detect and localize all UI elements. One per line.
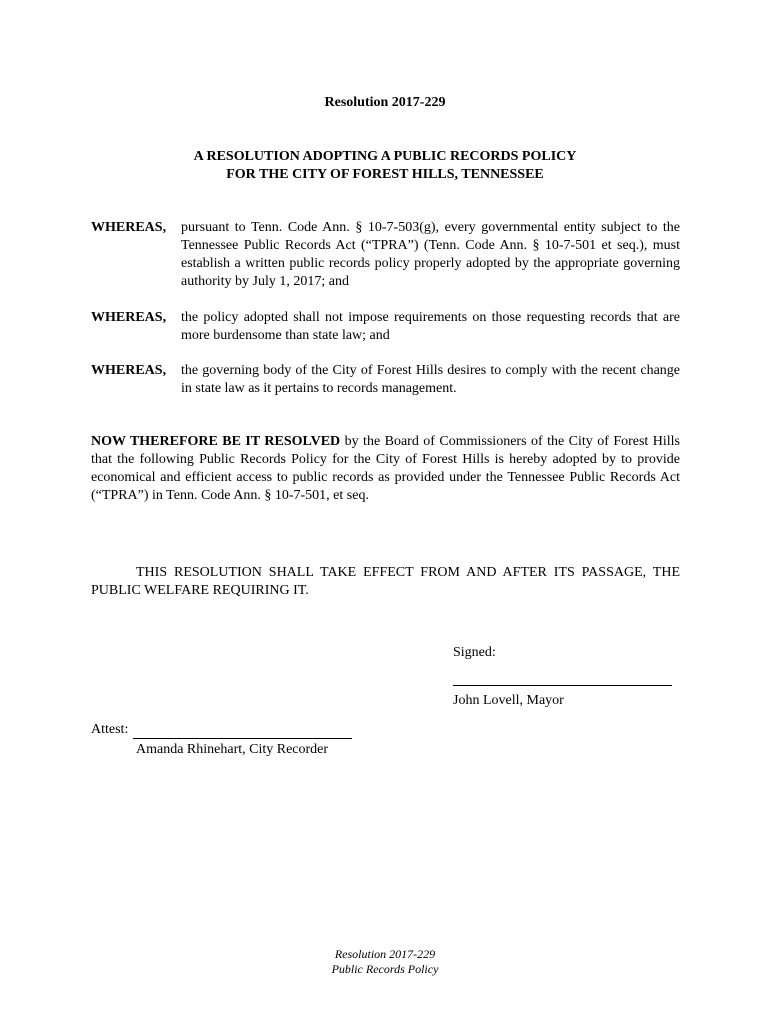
whereas-clause-1 bbox=[91, 219, 680, 291]
whereas-text: pursuant to Tenn. Code Ann. § 10-7-503(g), every governmental entity subject to the Tennessee Public Records Act (“TPRA”) (Tenn. Code Ann. § 10-7-501 et seq.), must establish a written public records policy properly adopted by the appropriate governing authority by July 1, 2017; and bbox=[181, 220, 680, 289]
heading-line-1: A RESOLUTION ADOPTING A PUBLIC RECORDS POLICY bbox=[193, 149, 577, 164]
whereas-text: the policy adopted shall not impose requirements on those requesting records that are more burdensome than state law; and bbox=[181, 310, 680, 343]
effect-paragraph bbox=[91, 564, 680, 600]
footer-line-2: Public Records Policy bbox=[331, 962, 439, 976]
resolved-paragraph bbox=[91, 433, 680, 505]
mayor-name: John Lovell, Mayor bbox=[453, 693, 564, 708]
effect-text: THIS RESOLUTION SHALL TAKE EFFECT FROM AND AFTER ITS PASSAGE, THE PUBLIC WELFARE REQUIRING IT. bbox=[91, 565, 680, 598]
resolution-heading bbox=[0, 148, 770, 184]
attest-block bbox=[91, 721, 352, 739]
mayor-signature-line bbox=[453, 685, 672, 686]
signed-label: Signed: bbox=[453, 645, 496, 660]
whereas-clause-2 bbox=[91, 309, 680, 345]
whereas-text: the governing body of the City of Forest Hills desires to comply with the recent change in state law as it pertains to records management. bbox=[181, 363, 680, 396]
resolution-title: Resolution 2017-229 bbox=[324, 95, 446, 110]
resolved-text: by the Board of Commissioners of the City of Forest Hills that the following Public Records Policy for the City of Forest Hills is hereby adopted by to provide economical and efficient access to public records as provided under the Tennessee Public Records Act (“TPRA”) in Tenn. Code Ann. § 10-7-501, et seq. bbox=[91, 434, 680, 503]
whereas-clause-3 bbox=[91, 362, 680, 398]
recorder-name: Amanda Rhinehart, City Recorder bbox=[136, 742, 329, 757]
whereas-label: WHEREAS, bbox=[91, 363, 167, 378]
whereas-label: WHEREAS, bbox=[91, 310, 167, 325]
footer-line-1: Resolution 2017-229 bbox=[334, 947, 436, 961]
resolved-lead: NOW THEREFORE BE IT RESOLVED bbox=[91, 434, 341, 449]
recorder-signature-line bbox=[133, 724, 352, 739]
page-footer bbox=[0, 947, 770, 977]
whereas-label: WHEREAS, bbox=[91, 220, 167, 235]
attest-label: Attest: bbox=[91, 722, 129, 737]
heading-line-2: FOR THE CITY OF FOREST HILLS, TENNESSEE bbox=[226, 167, 544, 182]
